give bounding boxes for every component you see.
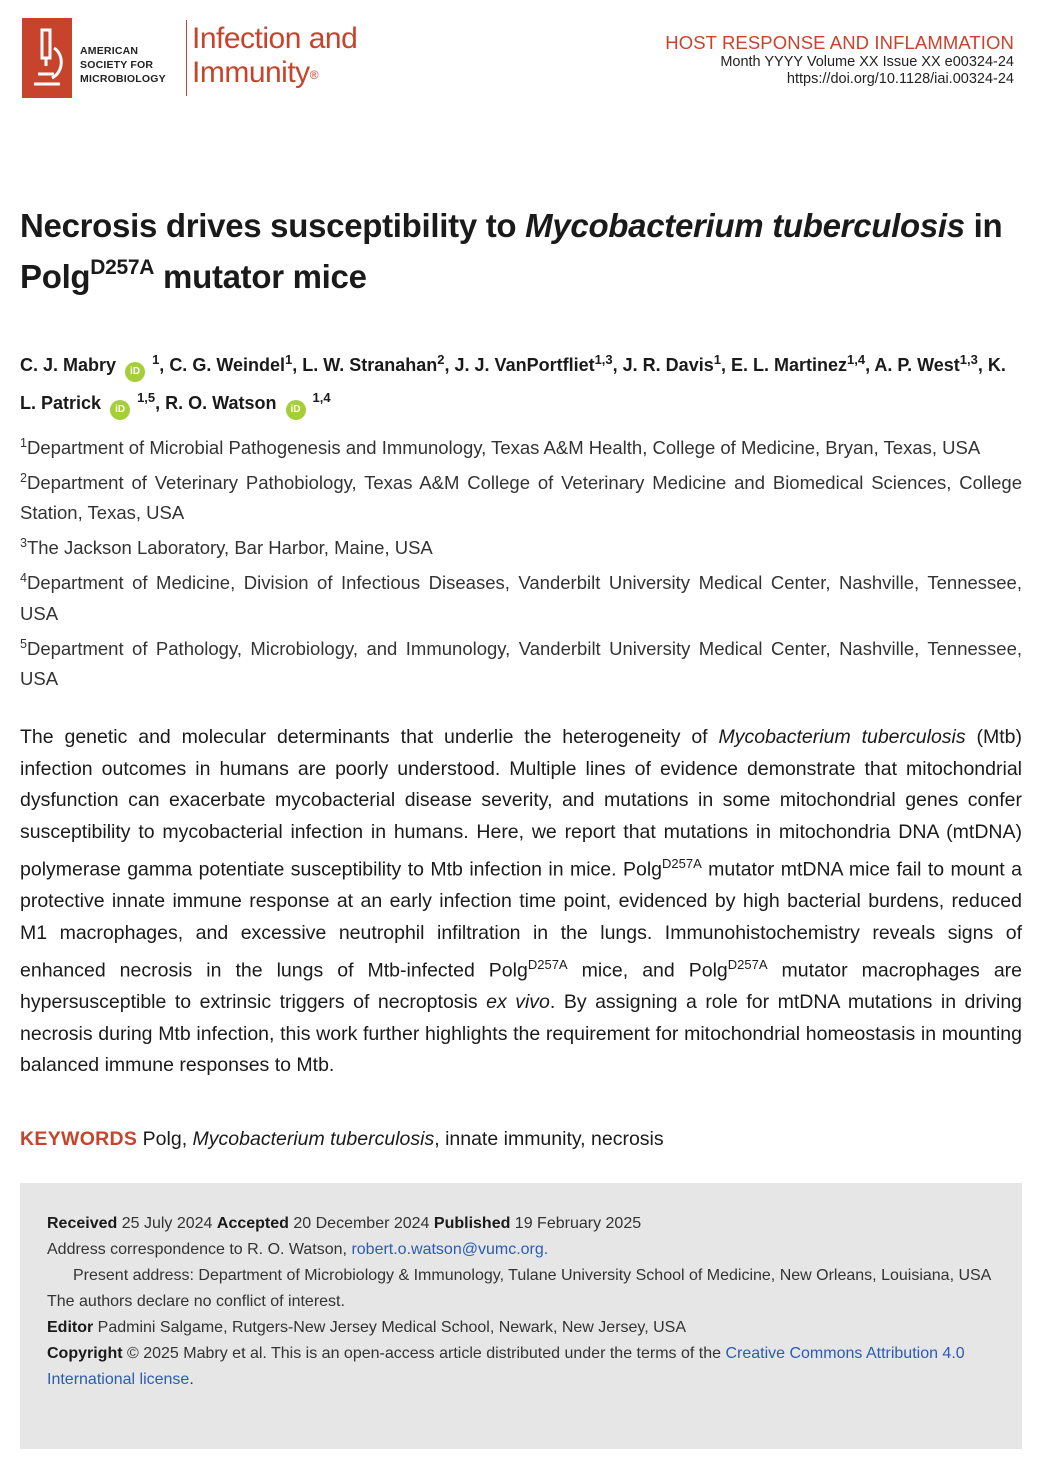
affiliation-list bbox=[20, 428, 1022, 694]
author: L. W. Stranahan bbox=[302, 355, 438, 375]
doi-link[interactable]: https://doi.org/10.1128/iai.00324-24 bbox=[786, 71, 1014, 87]
keywords: KEYWORDS Polg, Mycobacterium tuberculosis, innate immunity, necrosis bbox=[20, 1128, 664, 1150]
author: J. R. Davis bbox=[622, 355, 714, 375]
society-name: AMERICAN SOCIETY FOR MICROBIOLOGY bbox=[80, 45, 166, 85]
author: R. O. Watson bbox=[165, 393, 277, 413]
article-meta bbox=[665, 32, 1014, 88]
history-dates: Received 25 July 2024 Accepted 20 December 2024 Published 19 February 2025 bbox=[47, 1215, 642, 1232]
issue-info: Month YYYY Volume XX Issue XX e00324-24 bbox=[720, 54, 1014, 70]
affiliation: $^2$Department of Veterinary Pathobiology, Texas A&M College of Veterinary Medicine and Biomedical Sciences, College Station, Texas, USA bbox=[20, 471, 1022, 524]
author: K. L. Patrick bbox=[20, 355, 1006, 413]
author: C. J. Mabry bbox=[20, 355, 117, 375]
author-list: C. J. Mabry iD $^1$, C. G. Weindel$^1$, L. W. Stranahan$^2$, J. J. VanPortfliet$^{1,3}$, J. R. Davis$^1$, E. L. Martinez$^{1,4}$, A. P. West$^{1,3}$, K. L. Patrick iD $^{1,5}$, R. O. Watson iD $^{1,4}$ bbox=[20, 344, 1020, 420]
affiliation: $^3$The Jackson Laboratory, Bar Harbor, Maine, USA bbox=[20, 536, 433, 559]
correspondence-email-link[interactable]: robert.o.watson@vumc.org. bbox=[351, 1241, 549, 1258]
journal-name: Infection and Immunity® bbox=[192, 22, 358, 89]
author: J. J. VanPortfliet bbox=[454, 355, 595, 375]
license-link[interactable]: Creative Commons Attribution 4.0 International license bbox=[47, 1345, 965, 1388]
affiliation: $^1$Department of Microbial Pathogenesis and Immunology, Texas A&M Health, College of Medicine, Bryan, Texas, USA bbox=[20, 436, 981, 459]
author: A. P. West bbox=[874, 355, 960, 375]
author: C. G. Weindel bbox=[169, 355, 285, 375]
conflict-statement: The authors declare no conflict of interest. bbox=[47, 1293, 345, 1310]
affiliation: $^5$Department of Pathology, Microbiology, and Immunology, Vanderbilt University Medical Center, Nashville, Tennessee, USA bbox=[20, 636, 1022, 689]
correspondence: Address correspondence to R. O. Watson, robert.o.watson@vumc.org. bbox=[47, 1241, 549, 1258]
article-title: Necrosis drives susceptibility to Mycobacterium tuberculosis in Polg$^{D257A}$ mutator mice bbox=[20, 207, 1003, 295]
present-address: Present address: Department of Microbiology & Immunology, Tulane University School of Medicine, New Orleans, Louisiana, USA bbox=[73, 1267, 992, 1284]
section-label: HOST RESPONSE AND INFLAMMATION bbox=[665, 32, 1014, 53]
copyright-line: Copyright © 2025 Mabry et al. This is an open-access article distributed under the terms of the Creative Commons Attribution 4.0 International license. bbox=[47, 1345, 965, 1388]
logo-divider bbox=[186, 20, 187, 96]
journal-logo bbox=[22, 18, 382, 100]
orcid-icon[interactable]: iD bbox=[286, 400, 306, 420]
orcid-icon[interactable]: iD bbox=[110, 400, 130, 420]
article-info-box bbox=[20, 1183, 1022, 1449]
abstract: The genetic and molecular determinants that underlie the heterogeneity of Mycobacterium tuberculosis (Mtb) infection outcomes in humans are poorly understood. Multiple lines of evidence demonstrate that mitochondrial dysfunction can exacerbate mycobacterial disease severity, and mutations in some mitochondrial genes confer susceptibility to mycobacterial infection in humans. Here, we report that mutations in mitochondria DNA (mtDNA) polymerase gamma potentiate susceptibility to Mtb infection in mice. Polg$^{D257A}$ mutator mtDNA mice fail to mount a protective innate immune response at an early infection time point, evidenced by high bacterial burdens, reduced M1 macrophages, and excessive neutrophil infiltration in the lungs. Immunohistochemistry reveals signs of enhanced necrosis in the lungs of Mtb-infected Polg$^{D257A}$ mice, and Polg$^{D257A}$ mutator macrophages are hypersusceptible to extrinsic triggers of necroptosis ex vivo. By assigning a role for mtDNA mutations in driving necrosis during Mtb infection, this work further highlights the requirement for mitochondrial homeostasis in mounting balanced immune responses to Mtb. bbox=[20, 726, 1023, 1076]
keywords-label: KEYWORDS bbox=[20, 1128, 138, 1150]
asm-microscope-logo-icon bbox=[22, 18, 72, 98]
orcid-icon[interactable]: iD bbox=[125, 362, 145, 382]
editor-line: Editor Padmini Salgame, Rutgers-New Jersey Medical School, Newark, New Jersey, USA bbox=[47, 1319, 687, 1336]
author: E. L. Martinez bbox=[730, 355, 847, 375]
affiliation: $^4$Department of Medicine, Division of Infectious Diseases, Vanderbilt University Medical Center, Nashville, Tennessee, USA bbox=[20, 571, 1022, 624]
